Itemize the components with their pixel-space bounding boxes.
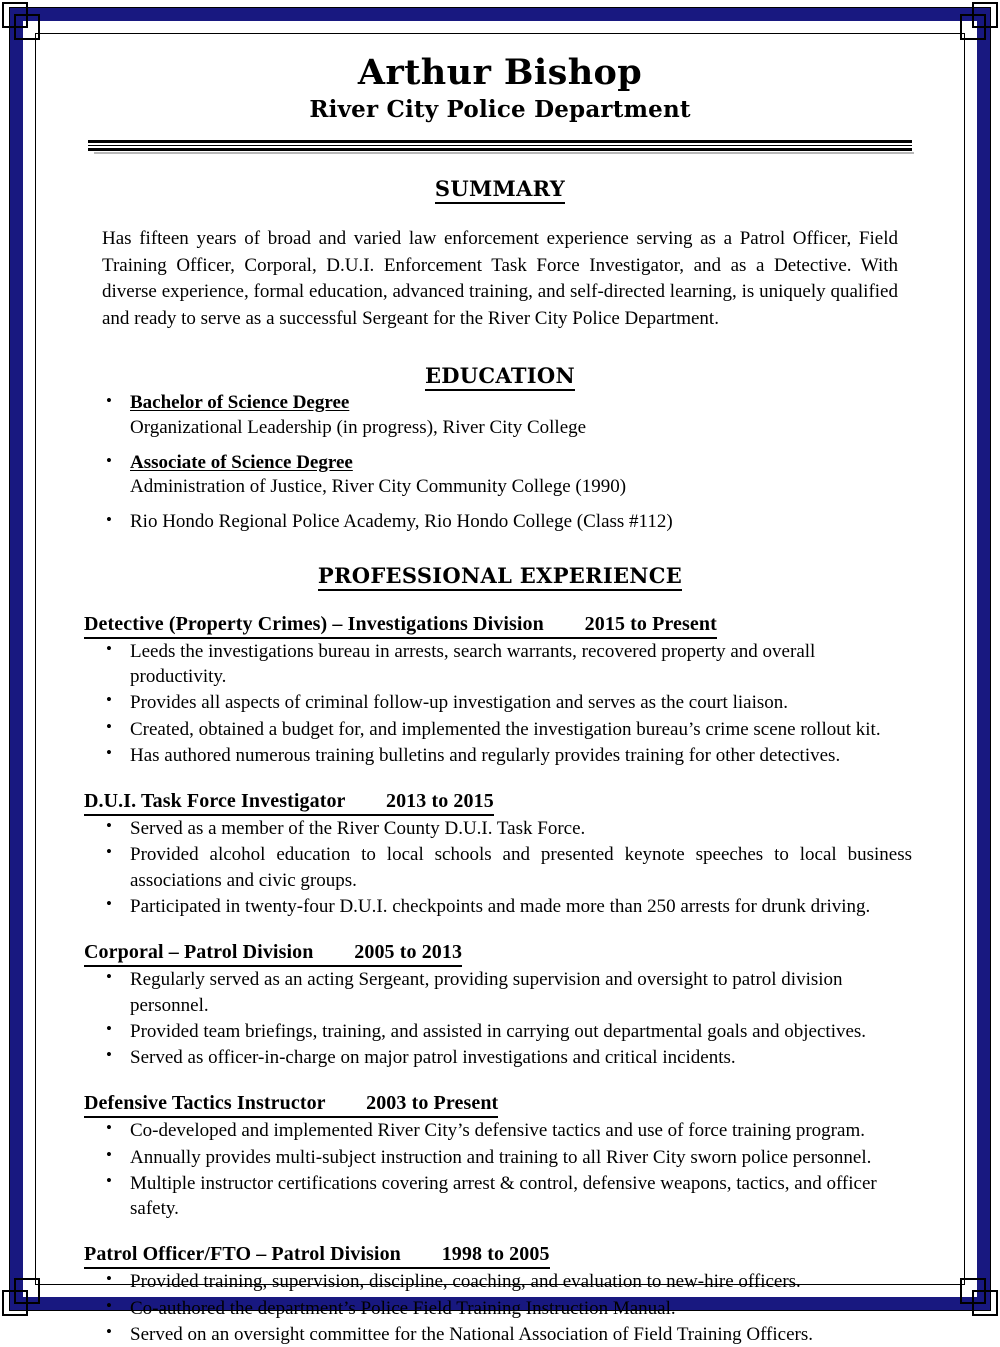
summary-paragraph: Has fifteen years of broad and varied law enforcement experience serving as a Patrol Officer, Field Training Officer, Corporal, D.U.I. Enforcement Task Force Investigator, and as a Detective. With diverse experience, formal education, advanced training, and self-directed learning, is uniquely qualified and ready to serve as a successful Sergeant for the River City Police Department. [102,227,898,330]
list-item: • Provided alcohol education to local schools and presented keynote speeches to local business associations and civic groups. [84,842,916,893]
job-bullet-list [84,816,916,919]
job-title-and-dates: D.U.I. Task Force Investigator 2013 to 2015 [84,790,494,816]
education-detail: Administration of Justice, River City Community College (1990) [130,476,627,498]
divider-shadow [94,152,914,154]
list-item: • Provided training, supervision, discipline, coaching, and evaluation to new-hire officers. [84,1269,916,1294]
list-item: • Provides all aspects of criminal follow-up investigation and serves as the court liaison. [84,690,916,715]
list-item: • Leeds the investigations bureau in arrests, search warrants, recovered property and overall productivity. [84,639,916,690]
job-bullet-list [84,1269,916,1347]
job-title-and-dates: Corporal – Patrol Division 2005 to 2013 [84,941,462,967]
corner-square-outer [2,1290,28,1316]
divider-line-bottom [88,148,912,151]
list-item: • Participated in twenty-four D.U.I. checkpoints and made more than 250 arrests for drunk driving. [84,894,916,919]
corner-ornament-bottom-right [964,1282,1000,1318]
job-title-and-dates: Defensive Tactics Instructor 2003 to Present [84,1092,498,1118]
resume-content [36,30,964,1345]
masthead [84,54,916,124]
job-bullet-list [84,967,916,1070]
section-heading-experience-text: PROFESSIONAL EXPERIENCE [318,563,682,591]
corner-ornament-top-right [964,0,1000,36]
divider-line-middle [88,145,912,146]
job-entry [84,613,916,768]
education-list [84,391,916,534]
header-divider-rule [88,140,912,154]
job-entry [84,1243,916,1347]
list-item: • Provided team briefings, training, and assisted in carrying out departmental goals and objectives. [84,1019,916,1044]
education-degree: • Associate of Science Degree [130,451,353,473]
corner-square-inner [960,1278,986,1304]
job-title-and-dates: Patrol Officer/FTO – Patrol Division 1998 to 2005 [84,1243,550,1269]
list-item [84,451,916,500]
candidate-organization: River City Police Department [309,96,691,124]
job-title-and-dates: Detective (Property Crimes) – Investigations Division 2015 to Present [84,613,717,639]
corner-square-outer [972,1290,998,1316]
section-heading-education [84,363,916,391]
list-item: • Regularly served as an acting Sergeant, providing supervision and oversight to patrol division personnel. [84,967,916,1018]
list-item: • Served as a member of the River County D.U.I. Task Force. [84,816,916,841]
list-item: • Has authored numerous training bulletins and regularly provides training for other detectives. [84,743,916,768]
corner-ornament-top-left [0,0,36,36]
list-item: • Served on an oversight committee for the National Association of Field Training Officers. [84,1322,916,1347]
corner-ornament-bottom-left [0,1282,36,1318]
section-heading-experience [84,563,916,591]
corner-square-inner [14,1278,40,1304]
list-item: • Served as officer-in-charge on major patrol investigations and critical incidents. [84,1045,916,1070]
job-bullet-list [84,639,916,768]
corner-square-outer [972,2,998,28]
section-heading-summary [84,176,916,204]
job-bullet-list [84,1118,916,1221]
education-degree: • Bachelor of Science Degree [130,392,350,414]
divider-line-top [88,140,912,143]
education-detail: • Rio Hondo Regional Police Academy, Rio Hondo College (Class #112) [130,511,673,533]
list-item: • Created, obtained a budget for, and implemented the investigation bureau’s crime scene rollout kit. [84,717,916,742]
education-detail: Organizational Leadership (in progress), River City College [130,417,587,439]
list-item [84,510,916,535]
section-heading-education-text: EDUCATION [425,363,575,391]
list-item [84,391,916,440]
candidate-name: Arthur Bishop [357,52,643,93]
job-entry [84,790,916,919]
corner-square-outer [2,2,28,28]
list-item: • Co-authored the department’s Police Field Training Instruction Manual. [84,1296,916,1321]
job-entry [84,1092,916,1221]
section-heading-summary-text: SUMMARY [435,176,565,204]
list-item: • Multiple instructor certifications covering arrest & control, defensive weapons, tactics, and officer safety. [84,1171,916,1222]
list-item: • Annually provides multi-subject instruction and training to all River City sworn police personnel. [84,1145,916,1170]
job-entry [84,941,916,1070]
list-item: • Co-developed and implemented River City’s defensive tactics and use of force training program. [84,1118,916,1143]
